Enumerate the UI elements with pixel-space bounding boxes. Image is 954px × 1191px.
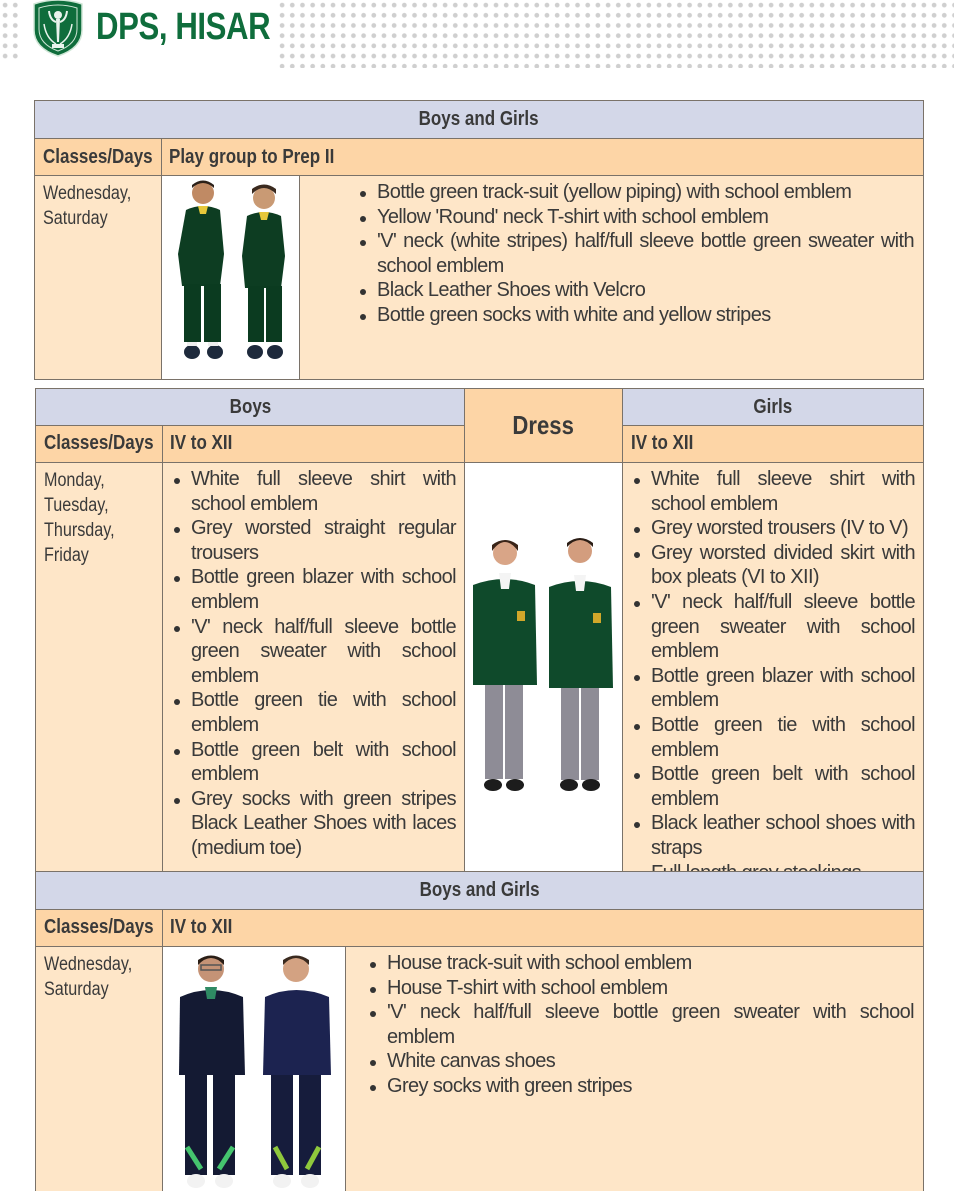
- girls-items-cell: [623, 463, 924, 935]
- list-item: House T-shirt with school emblem: [368, 976, 914, 1001]
- class-range: Play group to Prep II: [162, 139, 924, 176]
- list-item: Bottle green belt with school emblem: [632, 762, 915, 811]
- list-item: Bottle green tie with school emblem: [632, 713, 915, 762]
- list-item: 'V' neck half/full sleeve bottle green sweater with school emblem: [368, 1000, 914, 1049]
- page-header: [30, 0, 308, 62]
- boys-items-cell: [163, 463, 465, 935]
- list-item: Bottle green tie with school emblem: [172, 688, 456, 737]
- section-house-dress-table: [35, 871, 924, 1191]
- school-name: DPS, HISAR: [96, 5, 271, 48]
- section-header: Boys and Girls: [36, 872, 924, 910]
- classes-days-label: Classes/Days: [36, 910, 163, 947]
- class-range: IV to XII: [163, 910, 924, 947]
- list-item: Grey worsted trousers (IV to V): [632, 516, 915, 541]
- boys-header: Boys: [36, 389, 465, 426]
- boys-class-range: IV to XII: [163, 426, 465, 463]
- list-item: Bottle green blazer with school emblem: [172, 565, 456, 614]
- house-tracksuit-kids-image: [163, 947, 344, 1191]
- uniform-items-cell: [346, 947, 924, 1191]
- list-item: 'V' neck half/full sleeve bottle green sweater with school emblem: [172, 615, 456, 689]
- tracksuit-kids-image: [162, 176, 298, 374]
- uniform-items-cell: [300, 176, 924, 380]
- dot-pattern-right: [277, 0, 954, 68]
- uniform-item-list: [368, 951, 914, 1099]
- boys-item-list: [172, 467, 456, 861]
- days-cell: Wednesday, Saturday: [36, 947, 163, 1191]
- days-cell: Wednesday, Saturday: [35, 176, 162, 380]
- list-item: Yellow 'Round' neck T-shirt with school emblem: [358, 205, 914, 230]
- list-item: Black leather school shoes with straps: [632, 811, 915, 860]
- list-item: Grey worsted divided skirt with box pleats (VI to XII): [632, 541, 915, 590]
- dress-header: Dress: [465, 389, 623, 463]
- list-item: White canvas shoes: [368, 1049, 914, 1074]
- list-item: Black Leather Shoes with Velcro: [358, 278, 914, 303]
- school-crest-icon: [30, 0, 86, 58]
- list-item: Grey socks with green stripes Black Leather Shoes with laces (medium toe): [172, 787, 456, 861]
- girls-header: Girls: [623, 389, 924, 426]
- list-item: 'V' neck (white stripes) half/full sleeve bottle green sweater with school emblem: [358, 229, 914, 278]
- list-item: Bottle green track-suit (yellow piping) with school emblem: [358, 180, 914, 205]
- uniform-photo: [162, 176, 300, 380]
- girls-item-list: [632, 467, 915, 934]
- blazer-kids-image: [465, 463, 621, 871]
- section-playgroup-table: [34, 100, 924, 380]
- section-regular-dress-table: [35, 388, 924, 935]
- list-item: Bottle green belt with school emblem: [172, 738, 456, 787]
- section-header: Boys and Girls: [35, 101, 924, 139]
- dot-pattern-left: [0, 0, 22, 62]
- list-item: House track-suit with school emblem: [368, 951, 914, 976]
- list-item: Bottle green blazer with school emblem: [632, 664, 915, 713]
- list-item: Bottle green socks with white and yellow stripes: [358, 303, 914, 328]
- days-cell: Monday, Tuesday, Thursday, Friday: [36, 463, 163, 935]
- uniform-photo: [465, 463, 623, 935]
- list-item: White full sleeve shirt with school emblem: [172, 467, 456, 516]
- list-item: Grey socks with green stripes: [368, 1074, 914, 1099]
- uniform-photo: [163, 947, 346, 1191]
- classes-days-label: Classes/Days: [35, 139, 162, 176]
- uniform-item-list: [358, 180, 914, 328]
- girls-class-range: IV to XII: [623, 426, 924, 463]
- classes-days-label: Classes/Days: [36, 426, 163, 463]
- list-item: Grey worsted straight regular trousers: [172, 516, 456, 565]
- list-item: White full sleeve shirt with school emblem: [632, 467, 915, 516]
- list-item: 'V' neck half/full sleeve bottle green sweater with school emblem: [632, 590, 915, 664]
